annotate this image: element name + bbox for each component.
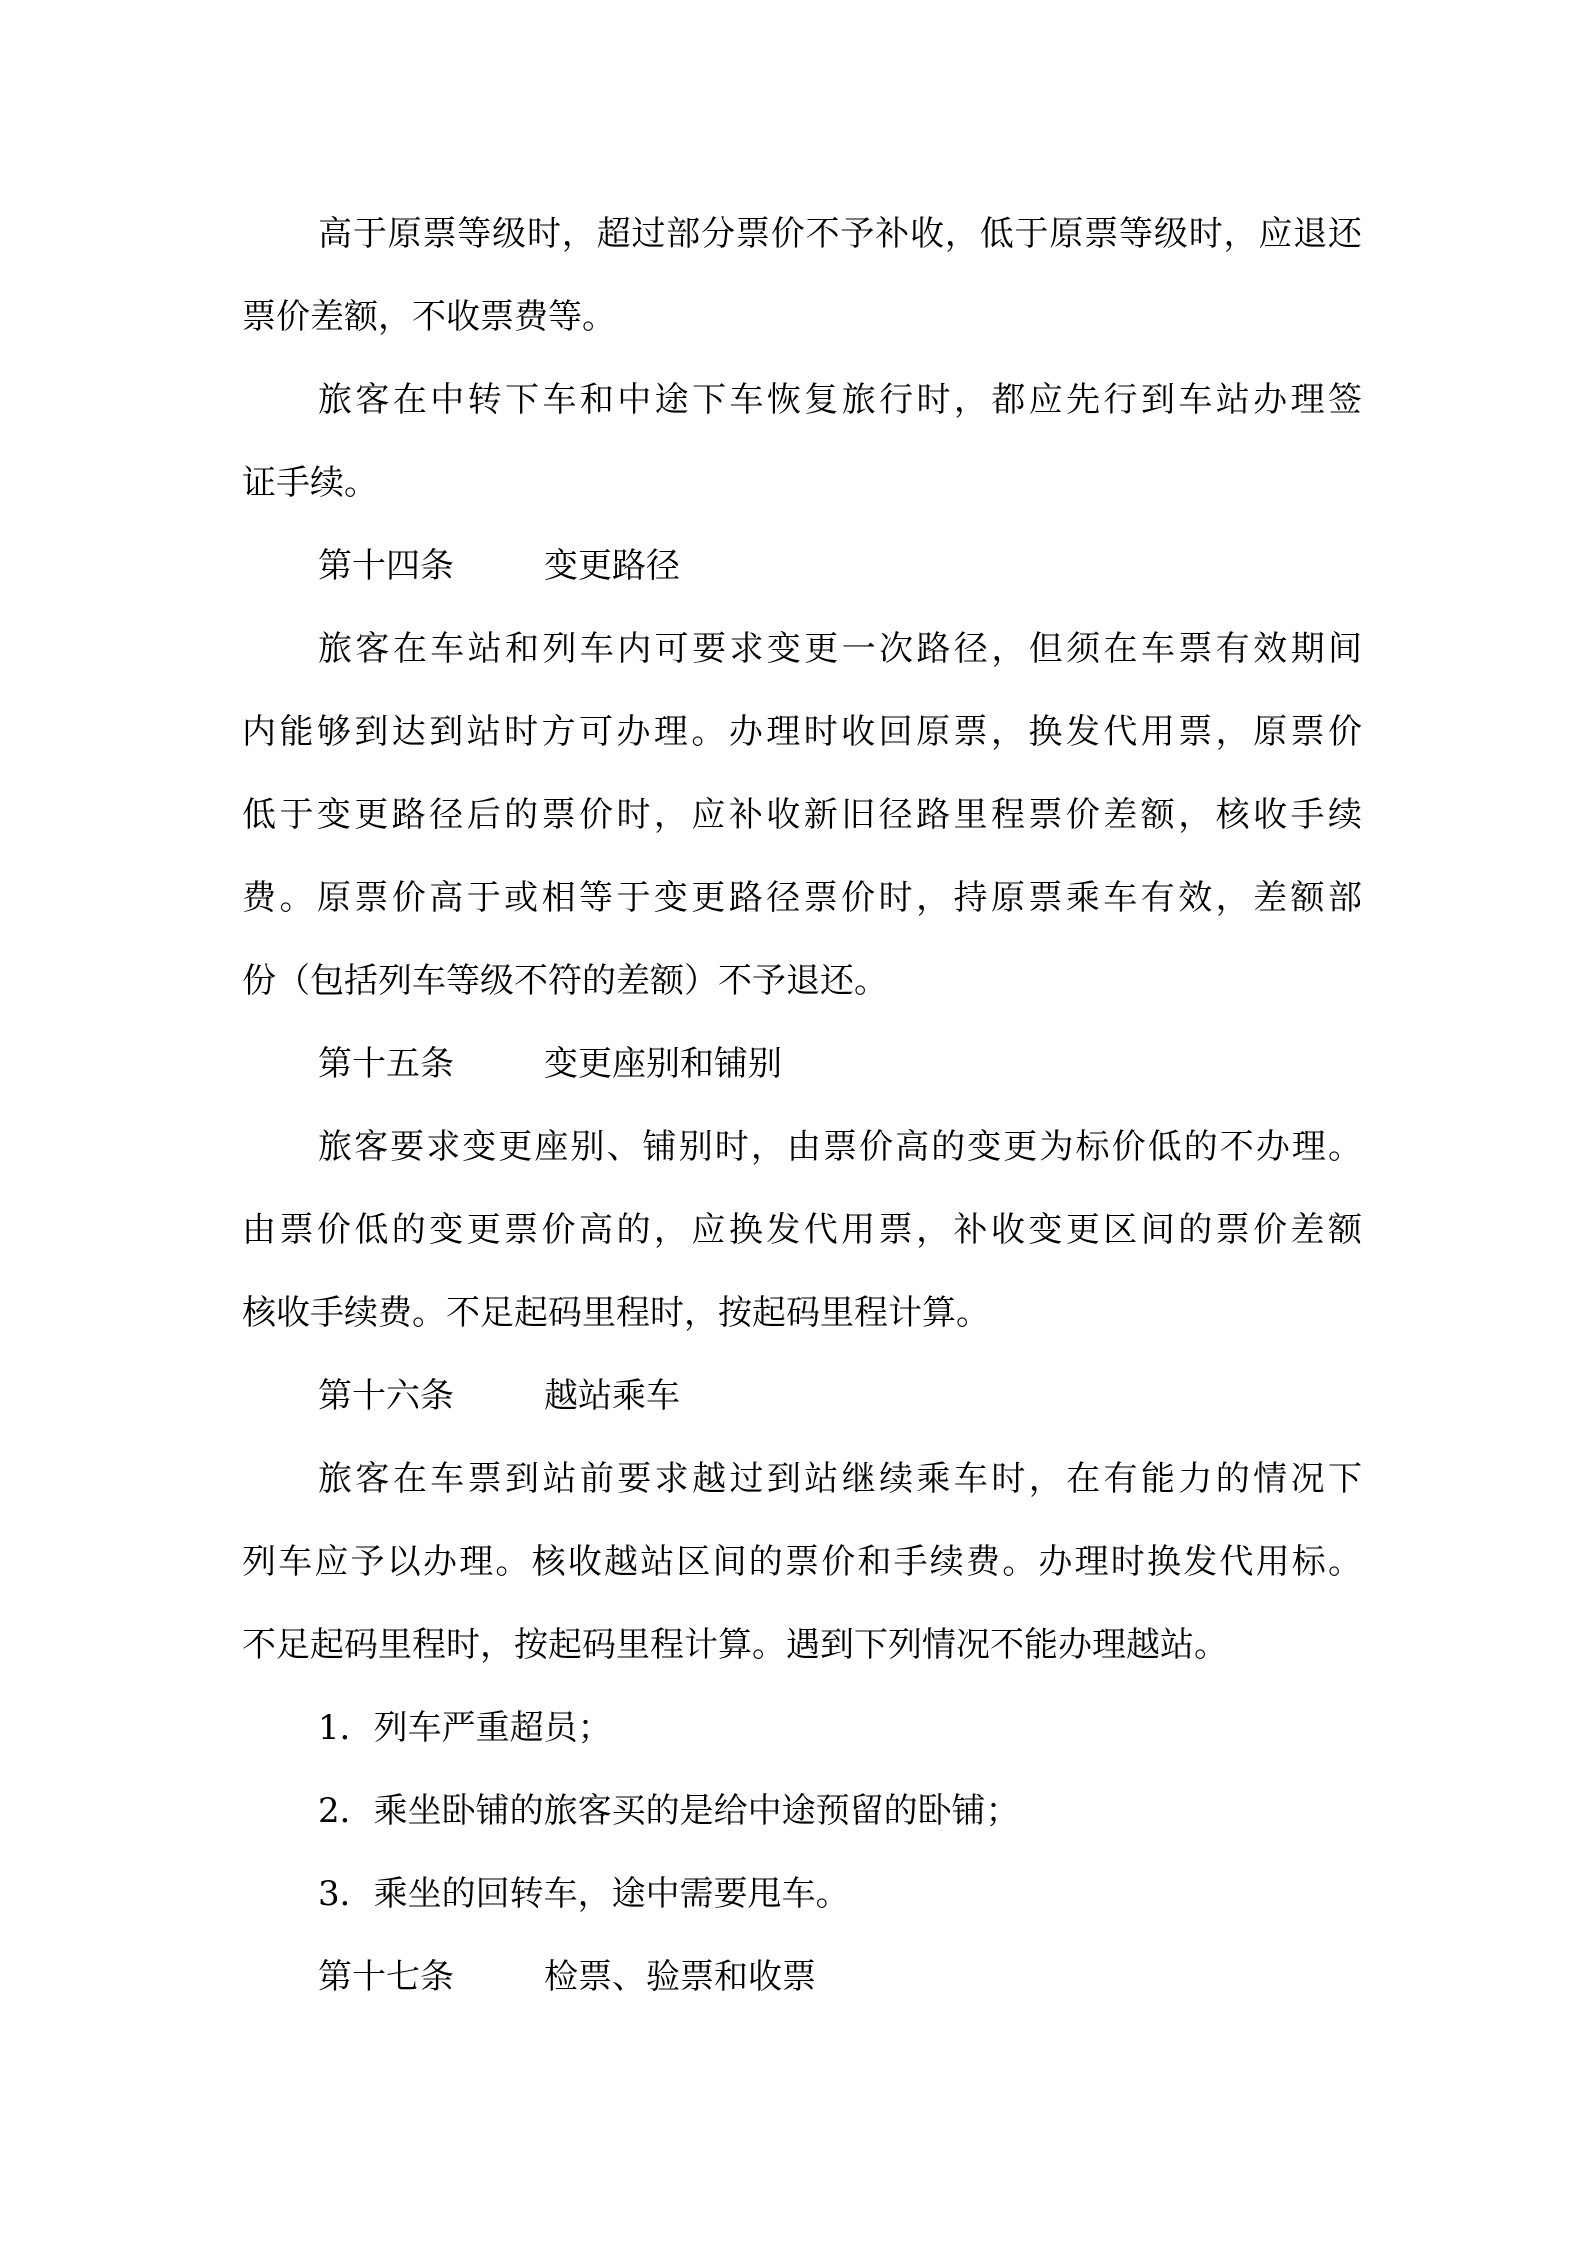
list-item: 3．乘坐的回转车，途中需要甩车。: [318, 1874, 850, 1914]
paragraph-line: 高于原票等级时，超过部分票价不予补收，低于原票等级时，应退还: [318, 214, 1362, 254]
article-heading: [242, 1367, 1362, 1450]
document-page: [242, 205, 1362, 2031]
article-number: 第十四条: [318, 546, 454, 586]
paragraph-line: 旅客要求变更座别、铺别时，由票价高的变更为标价低的不办理。: [318, 1127, 1362, 1167]
article-number: 第十五条: [318, 1044, 454, 1084]
paragraph-line: 费。原票价高于或相等于变更路径票价时，持原票乘车有效，差额部: [242, 878, 1362, 918]
article-title: 检票、验票和收票: [544, 1957, 816, 1997]
paragraph-line: 内能够到达到站时方可办理。办理时收回原票，换发代用票，原票价: [242, 712, 1362, 752]
article-heading: [242, 1948, 1362, 2031]
article-number: 第十七条: [318, 1957, 454, 1997]
paragraph-line: 低于变更路径后的票价时，应补收新旧径路里程票价差额，核收手续: [242, 795, 1362, 835]
paragraph-line: 旅客在中转下车和中途下车恢复旅行时，都应先行到车站办理签: [318, 380, 1362, 420]
list-item: 2．乘坐卧铺的旅客买的是给中途预留的卧铺；: [318, 1791, 1020, 1831]
paragraph-line: 证手续。: [242, 463, 378, 503]
article-title: 变更路径: [544, 546, 680, 586]
article-heading: [242, 537, 1362, 620]
paragraph-line: 不足起码里程时，按起码里程计算。遇到下列情况不能办理越站。: [242, 1625, 1228, 1665]
paragraph-line: 票价差额，不收票费等。: [242, 297, 616, 337]
article-heading: [242, 1035, 1362, 1118]
paragraph-line: 核收手续费。不足起码里程时，按起码里程计算。: [242, 1293, 990, 1333]
paragraph-line: 旅客在车票到站前要求越过到站继续乘车时，在有能力的情况下: [318, 1459, 1362, 1499]
paragraph-line: 列车应予以办理。核收越站区间的票价和手续费。办理时换发代用标。: [242, 1542, 1362, 1582]
paragraph-line: 份（包括列车等级不符的差额）不予退还。: [242, 961, 888, 1001]
paragraph-line: 旅客在车站和列车内可要求变更一次路径，但须在车票有效期间: [318, 629, 1362, 669]
list-item: 1．列车严重超员；: [318, 1708, 612, 1748]
article-number: 第十六条: [318, 1376, 454, 1416]
paragraph-line: 由票价低的变更票价高的，应换发代用票，补收变更区间的票价差额: [242, 1210, 1362, 1250]
article-title: 越站乘车: [544, 1376, 680, 1416]
article-title: 变更座别和铺别: [544, 1044, 782, 1084]
